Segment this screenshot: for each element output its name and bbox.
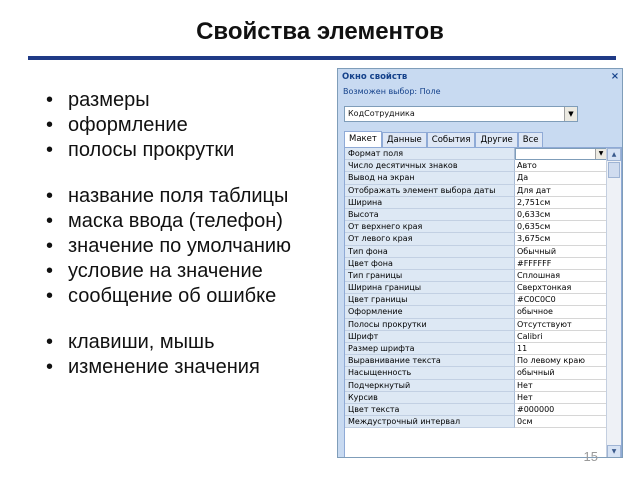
property-value-text: 2,751см bbox=[517, 197, 551, 207]
property-value-text: #000000 bbox=[517, 404, 555, 414]
bullet-item: • условие на значение bbox=[46, 259, 336, 284]
property-row[interactable] bbox=[345, 209, 607, 221]
tab-other[interactable]: Другие bbox=[475, 132, 517, 147]
property-name: Вывод на экран bbox=[345, 172, 515, 184]
property-sheet-title: Окно свойств bbox=[342, 71, 408, 82]
property-value-text: Сверхтонкая bbox=[517, 283, 572, 293]
bullet-item: • сообщение об ошибке bbox=[46, 284, 336, 309]
scroll-down-icon[interactable]: ▼ bbox=[607, 445, 621, 458]
property-row[interactable] bbox=[345, 294, 607, 306]
property-row[interactable] bbox=[345, 258, 607, 270]
property-value-text: 0см bbox=[517, 417, 533, 427]
property-rows bbox=[345, 148, 607, 458]
property-value[interactable] bbox=[515, 392, 607, 404]
property-value[interactable] bbox=[515, 160, 607, 172]
property-value[interactable] bbox=[515, 270, 607, 282]
property-value-text: обычное bbox=[517, 307, 553, 317]
property-value-text: 0,635см bbox=[517, 222, 551, 232]
property-name: От верхнего края bbox=[345, 221, 515, 233]
property-row[interactable] bbox=[345, 380, 607, 392]
property-value-text: Сплошная bbox=[517, 270, 561, 280]
property-name: От левого края bbox=[345, 233, 515, 245]
property-value[interactable] bbox=[515, 282, 607, 294]
property-value-text: обычный bbox=[517, 368, 555, 378]
property-name: Формат поля bbox=[345, 148, 515, 160]
property-row[interactable] bbox=[345, 282, 607, 294]
property-value-text: Обычный bbox=[517, 246, 557, 256]
property-value[interactable] bbox=[515, 343, 607, 355]
bullet-item: • клавиши, мышь bbox=[46, 330, 336, 355]
property-value[interactable] bbox=[515, 221, 607, 233]
property-name: Полосы прокрутки bbox=[345, 319, 515, 331]
property-value[interactable] bbox=[515, 416, 607, 428]
property-value-text: Calibri bbox=[517, 331, 543, 341]
property-row[interactable] bbox=[345, 416, 607, 428]
control-selector-combobox[interactable] bbox=[344, 106, 578, 122]
property-row[interactable] bbox=[345, 319, 607, 331]
property-name: Насыщенность bbox=[345, 367, 515, 379]
property-value-text: Нет bbox=[517, 392, 533, 402]
property-value[interactable] bbox=[515, 246, 607, 258]
bullet-item: • оформление bbox=[46, 113, 336, 138]
property-row[interactable] bbox=[345, 246, 607, 258]
property-value-text: #FFFFFF bbox=[517, 258, 552, 268]
property-value[interactable] bbox=[515, 172, 607, 184]
tab-layout[interactable]: Макет bbox=[344, 131, 382, 147]
property-name: Междустрочный интервал bbox=[345, 416, 515, 428]
property-row[interactable] bbox=[345, 172, 607, 184]
property-row[interactable] bbox=[345, 355, 607, 367]
property-name: Цвет фона bbox=[345, 258, 515, 270]
property-name: Шрифт bbox=[345, 331, 515, 343]
property-value[interactable] bbox=[515, 294, 607, 306]
property-name: Число десятичных знаков bbox=[345, 160, 515, 172]
property-row[interactable] bbox=[345, 148, 607, 160]
property-name: Цвет текста bbox=[345, 404, 515, 416]
property-name: Тип границы bbox=[345, 270, 515, 282]
bullet-group-appearance bbox=[46, 88, 336, 163]
vertical-scrollbar[interactable] bbox=[606, 148, 621, 458]
property-value-text: Да bbox=[517, 173, 529, 183]
property-value[interactable] bbox=[515, 355, 607, 367]
bullet-item: • полосы прокрутки bbox=[46, 138, 336, 163]
property-row[interactable] bbox=[345, 331, 607, 343]
property-row[interactable] bbox=[345, 221, 607, 233]
tab-events[interactable]: События bbox=[427, 132, 476, 147]
bullet-item: • размеры bbox=[46, 88, 336, 113]
scrollbar-thumb[interactable] bbox=[608, 162, 620, 178]
property-sheet-window bbox=[337, 68, 623, 458]
bullet-item: • изменение значения bbox=[46, 355, 336, 380]
property-row[interactable] bbox=[345, 185, 607, 197]
property-value-text: Нет bbox=[517, 380, 533, 390]
property-value[interactable] bbox=[515, 197, 607, 209]
property-value[interactable] bbox=[515, 367, 607, 379]
bullet-item: • маска ввода (телефон) bbox=[46, 209, 336, 234]
chevron-down-icon[interactable]: ▼ bbox=[595, 149, 606, 159]
property-name: Выравнивание текста bbox=[345, 355, 515, 367]
property-value-text: Отсутствуют bbox=[517, 319, 572, 329]
property-value-text: По левому краю bbox=[517, 356, 585, 366]
property-value[interactable] bbox=[515, 258, 607, 270]
property-row[interactable] bbox=[345, 392, 607, 404]
property-row[interactable] bbox=[345, 233, 607, 245]
property-grid bbox=[344, 147, 622, 458]
bullet-list bbox=[46, 88, 336, 401]
slide-number: 15 bbox=[583, 449, 598, 464]
selection-type-label: Возможен выбор: Поле bbox=[343, 87, 441, 96]
title-divider bbox=[28, 56, 616, 60]
property-sheet-titlebar[interactable] bbox=[338, 69, 622, 84]
property-value[interactable] bbox=[515, 380, 607, 392]
property-name: Высота bbox=[345, 209, 515, 221]
property-value-text: 0,633см bbox=[517, 209, 551, 219]
control-selector-value: КодСотрудника bbox=[348, 109, 415, 118]
property-value-text: Авто bbox=[517, 161, 537, 171]
property-value[interactable] bbox=[515, 185, 607, 197]
property-name: Подчеркнутый bbox=[345, 380, 515, 392]
property-name: Оформление bbox=[345, 306, 515, 318]
property-row[interactable] bbox=[345, 197, 607, 209]
property-value-text: 11 bbox=[517, 344, 528, 353]
property-value[interactable] bbox=[515, 319, 607, 331]
property-name: Цвет границы bbox=[345, 294, 515, 306]
property-row[interactable] bbox=[345, 306, 607, 318]
property-value-text: #C0C0C0 bbox=[517, 295, 556, 305]
bullet-group-events bbox=[46, 330, 336, 380]
property-name: Ширина bbox=[345, 197, 515, 209]
property-row[interactable] bbox=[345, 343, 607, 355]
property-name: Размер шрифта bbox=[345, 343, 515, 355]
property-name: Ширина границы bbox=[345, 282, 515, 294]
property-value[interactable] bbox=[515, 404, 607, 416]
property-row[interactable] bbox=[345, 270, 607, 282]
tab-data[interactable]: Данные bbox=[382, 132, 427, 147]
property-value-text: Для дат bbox=[517, 185, 551, 195]
property-name: Тип фона bbox=[345, 246, 515, 258]
property-value[interactable] bbox=[515, 148, 607, 160]
property-value[interactable] bbox=[515, 233, 607, 245]
scroll-up-icon[interactable]: ▲ bbox=[607, 148, 621, 161]
property-name: Курсив bbox=[345, 392, 515, 404]
property-value[interactable] bbox=[515, 331, 607, 343]
property-value-text: 3,675см bbox=[517, 234, 551, 244]
property-name: Отображать элемент выбора даты bbox=[345, 185, 515, 197]
property-row[interactable] bbox=[345, 367, 607, 379]
property-value[interactable] bbox=[515, 306, 607, 318]
bullet-item: • название поля таблицы bbox=[46, 184, 336, 209]
property-row[interactable] bbox=[345, 160, 607, 172]
slide-title: Свойства элементов bbox=[196, 18, 444, 45]
chevron-down-icon[interactable]: ▼ bbox=[564, 107, 577, 121]
bullet-item: • значение по умолчанию bbox=[46, 234, 336, 259]
property-value[interactable] bbox=[515, 209, 607, 221]
tab-all[interactable]: Все bbox=[518, 132, 544, 147]
property-tabs bbox=[344, 131, 543, 147]
bullet-group-data bbox=[46, 184, 336, 309]
property-row[interactable] bbox=[345, 404, 607, 416]
close-icon[interactable]: × bbox=[610, 71, 620, 82]
